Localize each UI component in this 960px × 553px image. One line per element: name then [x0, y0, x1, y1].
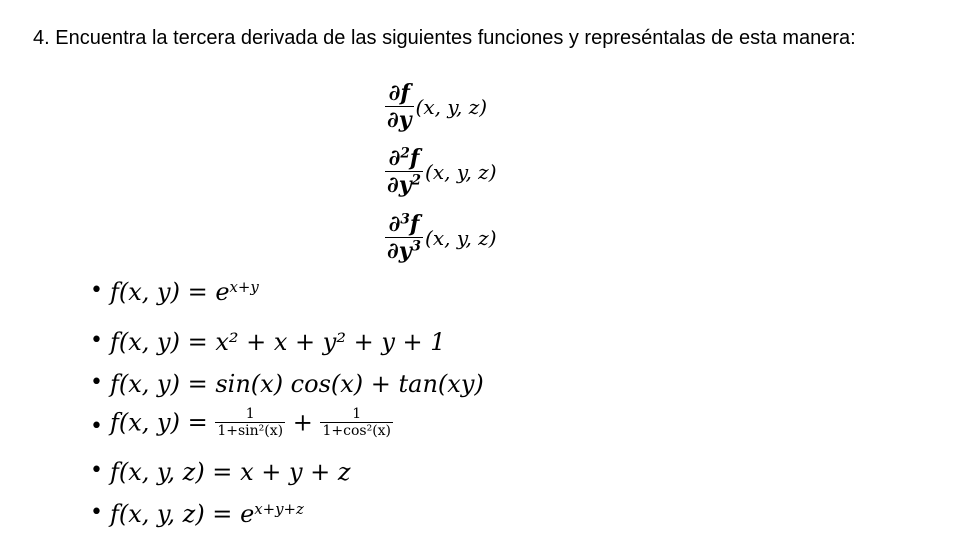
function-expression: f(x, y, $z) = e^{x+y+z}$: [110, 499, 304, 528]
bullet-marker: •: [90, 458, 103, 483]
function-expression: f(x, y) = $\frac{1}{\text{1+sin²(x)}}$ + $\frac{1}{\text{1+cos²(x)}}$: [110, 406, 392, 439]
bullet-marker: •: [90, 278, 103, 303]
first-derivative-denominator: ∂y: [387, 107, 412, 133]
function-expression: f(x, y, z) = x + y + z: [110, 458, 351, 486]
second-derivative-args: (x, y, z): [425, 159, 497, 184]
first-derivative-notation: [385, 80, 487, 133]
first-derivative-numerator: ∂f: [388, 80, 410, 106]
bullet-marker: •: [90, 328, 103, 353]
first-derivative-args: (x, y, z): [415, 94, 488, 119]
fraction-cos: $\frac{1}{\text{1+cos²(x)}}$: [322, 406, 392, 439]
third-derivative-args: (x, y, z): [425, 225, 497, 250]
second-derivative-fraction: [385, 145, 423, 198]
third-derivative-numerator: ∂$^3$f: [388, 211, 420, 237]
exercise-instruction: 4. Encuentra la tercera derivada de las siguientes funciones y represéntalas de esta manera:: [33, 27, 856, 49]
third-derivative-denominator: $\partial y^3$: [387, 238, 422, 264]
first-derivative-fraction: [385, 80, 414, 133]
function-expression: f(x, y) = sin(x) cos(x) + tan(xy): [110, 370, 484, 398]
second-derivative-numerator: ∂$^2$f: [388, 145, 420, 171]
fraction-sin: $\frac{1}{\text{1+sin²(x)}}$: [217, 406, 284, 439]
second-derivative-notation: [385, 145, 497, 198]
bullet-marker: •: [90, 370, 103, 395]
bullet-marker: •: [90, 500, 103, 525]
function-expression: f(x, y) = x² + x + y² + y + 1: [110, 328, 446, 356]
bullet-marker: •: [90, 414, 103, 439]
third-derivative-notation: [385, 211, 497, 264]
function-expression: f(x, $y) = e^{x+y}$: [110, 277, 259, 306]
third-derivative-fraction: [385, 211, 423, 264]
second-derivative-denominator: $\partial y^2$: [387, 172, 422, 198]
